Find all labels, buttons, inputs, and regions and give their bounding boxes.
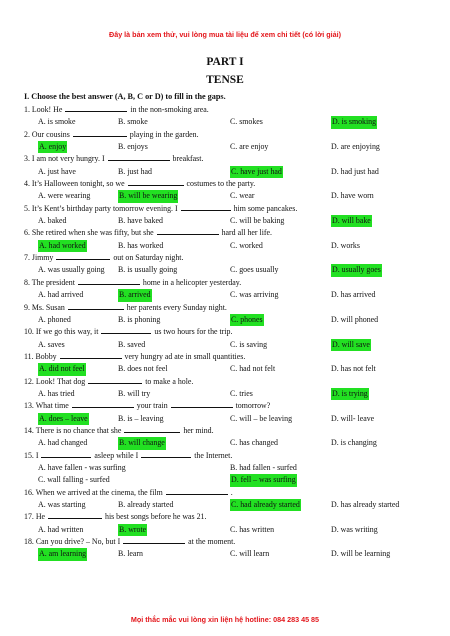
question-text: 18. Can you drive? – No, but I <box>24 537 123 547</box>
answer-blank <box>56 252 110 260</box>
answer-blank <box>78 277 140 285</box>
answer-option[interactable]: D. has arrived <box>331 290 376 300</box>
question-text: 3. I am not very hungry. I <box>24 154 107 164</box>
options-row <box>24 141 434 153</box>
answer-option[interactable]: C. will be baking <box>230 216 285 226</box>
correct-option[interactable]: D. will save <box>331 339 371 351</box>
question-text: 9. Ms. Susan <box>24 302 67 312</box>
options-row <box>24 190 434 202</box>
options-row <box>24 499 434 511</box>
answer-option[interactable]: A. have fallen - was surfing <box>38 462 126 472</box>
answer-option[interactable]: C. has changed <box>230 438 278 448</box>
answer-option[interactable]: B. is – leaving <box>118 413 164 423</box>
answer-option[interactable]: C. has written <box>230 524 275 534</box>
answer-option[interactable]: D. was writing <box>331 524 378 534</box>
question-text: 1. Look! He <box>24 105 65 114</box>
question-text: 16. When we arrived at the cinema, the film <box>24 487 165 497</box>
question-stem <box>24 178 434 190</box>
hotline-notice: Mọi thắc mắc vui lòng xin liện hệ hotline: 084 283 45 85 <box>130 615 320 624</box>
answer-option[interactable]: D. will be learning <box>331 549 391 559</box>
question-stem <box>24 277 434 289</box>
answer-blank <box>60 351 122 359</box>
answer-blank <box>41 450 91 458</box>
answer-option[interactable]: D. will phoned <box>331 314 379 324</box>
answer-option[interactable]: B. is usually going <box>118 265 178 275</box>
answer-blank <box>48 511 102 519</box>
answer-option[interactable]: B. enjoys <box>118 142 148 152</box>
correct-option[interactable]: D. will bake <box>331 215 372 227</box>
question-text: 12. Look! That dog <box>24 376 88 386</box>
correct-option[interactable]: D. is trying <box>331 388 369 400</box>
question-text: breakfast. <box>172 154 204 164</box>
section-title: TENSE <box>206 74 244 86</box>
options-row <box>24 462 434 474</box>
answer-blank <box>88 376 142 384</box>
answer-option[interactable]: C. is saving <box>230 339 268 349</box>
question-text: him some pancakes. <box>233 203 298 213</box>
options-row <box>24 289 434 301</box>
answer-option[interactable]: B. learn <box>118 549 143 559</box>
answer-option[interactable]: B. has worked <box>118 240 164 250</box>
question-text: 5. It’s Kent’s birthday party tomorrow evening. I <box>24 203 180 213</box>
answer-option[interactable]: D. will- leave <box>331 413 375 423</box>
question-text: 2. Our cousins <box>24 129 72 139</box>
correct-option[interactable]: A. enjoy <box>38 141 67 153</box>
question-stem <box>24 302 434 314</box>
answer-blank <box>141 450 191 458</box>
question-stem <box>24 252 434 264</box>
answer-option[interactable]: D. is changing <box>331 438 377 448</box>
question-text: at the moment. <box>188 537 236 547</box>
answer-option[interactable]: A. had changed <box>38 438 88 448</box>
question-text: his best songs before he was 21. <box>105 512 207 522</box>
answer-blank <box>171 400 233 408</box>
preview-notice: Đây là bản xem thử, vui lòng mua tài liệu để xem chi tiết (có lời giải) <box>109 30 341 39</box>
answer-option[interactable]: A. saves <box>38 339 65 349</box>
options-row <box>24 388 434 400</box>
answer-option[interactable]: D. are enjoying <box>331 142 380 152</box>
instruction: I. Choose the best answer (A, B, C or D) to fill in the gaps. <box>24 92 226 101</box>
answer-option[interactable]: B. does not feel <box>118 364 168 374</box>
answer-option[interactable]: D. works <box>331 240 360 250</box>
answer-option[interactable]: A. phoned <box>38 314 71 324</box>
answer-blank <box>181 203 231 211</box>
question-text: your train <box>136 401 170 411</box>
answer-option[interactable]: D. have worn <box>331 191 374 201</box>
correct-option[interactable]: C. have just had <box>230 166 283 178</box>
answer-option[interactable]: C. tries <box>230 388 253 398</box>
question-text: 11. Bobby <box>24 351 59 361</box>
question-text: to make a hole. <box>145 376 194 386</box>
question-text: 15. I <box>24 450 41 460</box>
answer-option[interactable]: A. had written <box>38 524 84 534</box>
question-text: 10. If we go this way, it <box>24 327 101 337</box>
question-text: home in a helicopter yesterday. <box>142 277 242 287</box>
question-text: 8. The president <box>24 277 77 287</box>
answer-option[interactable]: B. saved <box>118 339 146 349</box>
answer-option[interactable]: C. wear <box>230 191 255 201</box>
question-text: asleep while I <box>94 450 141 460</box>
answer-blank <box>157 227 219 235</box>
answer-option[interactable]: A. just have <box>38 166 76 176</box>
correct-option[interactable]: A. does – leave <box>38 413 89 425</box>
answer-option[interactable]: C. had not felt <box>230 364 276 374</box>
answer-option[interactable]: B. smoke <box>118 117 148 127</box>
question-text: . <box>230 487 233 497</box>
question-stem <box>24 450 434 462</box>
question-stem <box>24 153 434 165</box>
options-row <box>24 413 434 425</box>
answer-blank <box>73 129 127 137</box>
answer-option[interactable]: B. is phoning <box>118 314 161 324</box>
answer-option[interactable]: D. had just had <box>331 166 379 176</box>
answer-option[interactable]: C. worked <box>230 240 263 250</box>
question-stem <box>24 425 434 437</box>
correct-option[interactable]: A. had worked <box>38 240 87 252</box>
question-stem <box>24 326 434 338</box>
question-stem <box>24 203 434 215</box>
question-stem <box>24 487 434 499</box>
correct-option[interactable]: B. will be wearing <box>118 190 178 202</box>
answer-option[interactable]: D. has already started <box>331 500 400 509</box>
correct-option[interactable]: D. usually goes <box>331 264 382 276</box>
question-text: 17. He <box>24 512 48 522</box>
correct-option[interactable]: A. did not feel <box>38 363 86 375</box>
question-stem <box>24 400 434 412</box>
correct-option[interactable]: B. will change <box>118 437 166 449</box>
answer-option[interactable]: B. already started <box>118 500 174 509</box>
question-text: very hungry ad ate in small quantities. <box>124 351 246 361</box>
question-stem <box>24 351 434 363</box>
answer-option[interactable]: C. wall falling - surfed <box>38 475 110 485</box>
options-row <box>24 363 434 375</box>
question-text: 14. There is no chance that she <box>24 425 124 435</box>
answer-blank <box>128 178 184 186</box>
answer-option[interactable]: C. was arriving <box>230 290 279 300</box>
part-title: PART I <box>206 56 244 68</box>
answer-option[interactable]: B. will try <box>118 388 151 398</box>
question-stem <box>24 376 434 388</box>
answer-option[interactable]: C. will – be leaving <box>230 413 293 423</box>
question-text: her parents every Sunday night. <box>126 302 227 312</box>
question-text: us two hours for the trip. <box>154 327 233 337</box>
question-stem <box>24 536 434 548</box>
question-stem <box>24 227 434 239</box>
question-text: 6. She retired when she was fifty, but she <box>24 228 156 238</box>
answer-blank <box>101 326 151 334</box>
question-text: costumes to the party. <box>186 179 256 189</box>
correct-option[interactable]: B. arrived <box>118 289 152 301</box>
answer-option[interactable]: A. had arrived <box>38 290 84 300</box>
correct-option[interactable]: D. fell – was surfing <box>230 474 297 486</box>
answer-option[interactable]: B. have baked <box>118 216 163 226</box>
correct-option[interactable]: B. wrote <box>118 524 147 536</box>
options-row <box>24 339 434 351</box>
answer-option[interactable]: D. has not felt <box>331 364 376 374</box>
correct-option[interactable]: C. had already started <box>230 499 301 511</box>
correct-option[interactable]: A. am learning <box>38 548 87 560</box>
answer-blank <box>65 104 127 112</box>
question-text: the Internet. <box>194 450 233 460</box>
options-row <box>24 548 434 560</box>
question-text: her mind. <box>183 425 214 435</box>
options-row <box>24 474 434 486</box>
correct-option[interactable]: C. phones <box>230 314 264 326</box>
options-row <box>24 240 434 252</box>
question-text: 4. It’s Halloween tonight, so we <box>24 179 127 189</box>
question-text: 13. What time <box>24 401 71 411</box>
answer-option[interactable]: A. were wearing <box>38 191 91 201</box>
question-text: hard all her life. <box>221 228 272 238</box>
options-row <box>24 264 434 276</box>
question-text: tomorrow? <box>235 401 271 411</box>
answer-blank <box>72 400 134 408</box>
question-stem <box>24 129 434 141</box>
options-row <box>24 437 434 449</box>
answer-option[interactable]: A. was starting <box>38 500 86 509</box>
correct-option[interactable]: D. is smoking <box>331 116 377 128</box>
answer-blank <box>166 487 228 495</box>
answer-option[interactable]: A. baked <box>38 216 67 226</box>
answer-option[interactable]: C. will learn <box>230 549 270 559</box>
answer-option[interactable]: B. had fallen - surfed <box>230 462 297 472</box>
question-text: out on Saturday night. <box>113 253 184 263</box>
answer-option[interactable]: C. smokes <box>230 117 263 127</box>
options-row <box>24 215 434 227</box>
answer-option[interactable]: B. just had <box>118 166 152 176</box>
question-text: in the non-smoking area. <box>130 105 209 114</box>
answer-blank <box>124 425 180 433</box>
options-row <box>24 314 434 326</box>
question-stem <box>24 104 434 116</box>
answer-option[interactable]: A. is smoke <box>38 117 76 127</box>
question-list <box>24 104 434 561</box>
answer-option[interactable]: C. are enjoy <box>230 142 269 152</box>
options-row <box>24 166 434 178</box>
answer-option[interactable]: A. has tried <box>38 388 75 398</box>
options-row <box>24 524 434 536</box>
answer-blank <box>108 153 170 161</box>
question-text: 7. Jimmy <box>24 253 56 263</box>
question-text: playing in the garden. <box>129 129 199 139</box>
answer-blank <box>123 536 185 544</box>
answer-option[interactable]: C. goes usually <box>230 265 279 275</box>
answer-option[interactable]: A. was usually going <box>38 265 105 275</box>
question-stem <box>24 511 434 523</box>
answer-blank <box>68 302 124 310</box>
options-row <box>24 116 434 128</box>
